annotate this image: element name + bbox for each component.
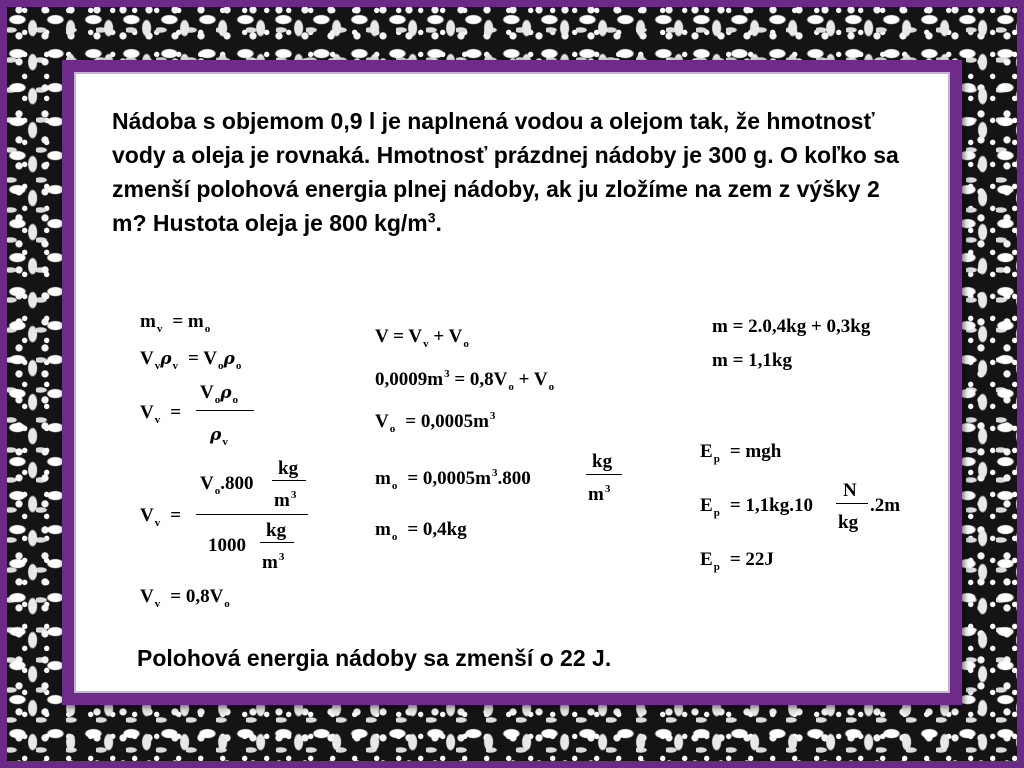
eq-left-3-numerator: $V_o\rho_o$ — [200, 382, 239, 406]
eq-right-ep-1: $E_p$ = mgh — [700, 441, 782, 465]
eq-left-3-denominator: $\rho_v$ — [210, 425, 228, 448]
eq-right-m-1: m = 2.0,4kg + 0,3kg — [712, 316, 871, 337]
fraction-bar — [272, 480, 306, 481]
unit-m3: $m^3$ — [262, 551, 285, 573]
unit-kg: kg — [278, 458, 299, 479]
unit-kg: kg — [266, 520, 287, 541]
eq-mid-1: $V = V_v + V_o$ — [375, 326, 469, 350]
eq-left-2: $V_v\rho_v = V_o\rho_o$ — [140, 348, 242, 372]
eq-left-4-numerator: $V_o.800$ — [200, 473, 254, 497]
eq-left-3-lhs: $V_v$ = — [140, 402, 182, 426]
eq-mid-2: $0,0009m^3 = 0,8V_o + V_o$ — [375, 368, 555, 393]
fraction-bar — [586, 474, 622, 475]
unit-kg: kg — [592, 451, 613, 472]
fraction-bar — [196, 514, 308, 515]
unit-newton: N — [843, 480, 857, 501]
eq-mid-4: $m_o = 0,0005m^3.800$ — [375, 467, 531, 492]
unit-m3: $m^3$ — [588, 483, 611, 505]
unit-distance: .2m — [870, 495, 901, 516]
eq-mid-3: $V_o = 0,0005m^3$ — [375, 410, 496, 435]
conclusion-text: Polohová energia nádoby sa zmenší o 22 J. — [137, 645, 612, 671]
eq-left-4-denominator: 1000 — [208, 535, 246, 556]
eq-left-4-lhs: $V_v$ = — [140, 505, 182, 529]
unit-m3: $m^3$ — [274, 489, 297, 511]
eq-left-1: $m_v = m_o$ — [140, 311, 211, 335]
fraction-bar — [196, 410, 254, 411]
eq-left-5: $V_v = 0,8V_o$ — [140, 586, 230, 610]
eq-right-m-2: m = 1,1kg — [712, 350, 792, 371]
fraction-bar — [836, 503, 868, 504]
problem-statement: Nádoba s objemom 0,9 l je naplnená vodou a olejom tak, že hmotnosť vody a oleja je rovnaká. Hmotnosť prázdnej nádoby je 300 g. O koľko sa zmenší polohová energia plnej nádoby, ak ju zložíme na zem z výšky 2 m? Hustota oleja je 800 $kg/m^3$. — [112, 108, 899, 236]
eq-mid-5: $m_o = 0,4kg$ — [375, 519, 467, 543]
eq-right-ep-3: $E_p = 22J$ — [700, 549, 774, 573]
fraction-bar — [260, 542, 294, 543]
eq-right-ep-2: $E_p = 1,1kg.10$ — [700, 495, 813, 519]
unit-kg: kg — [838, 512, 859, 533]
